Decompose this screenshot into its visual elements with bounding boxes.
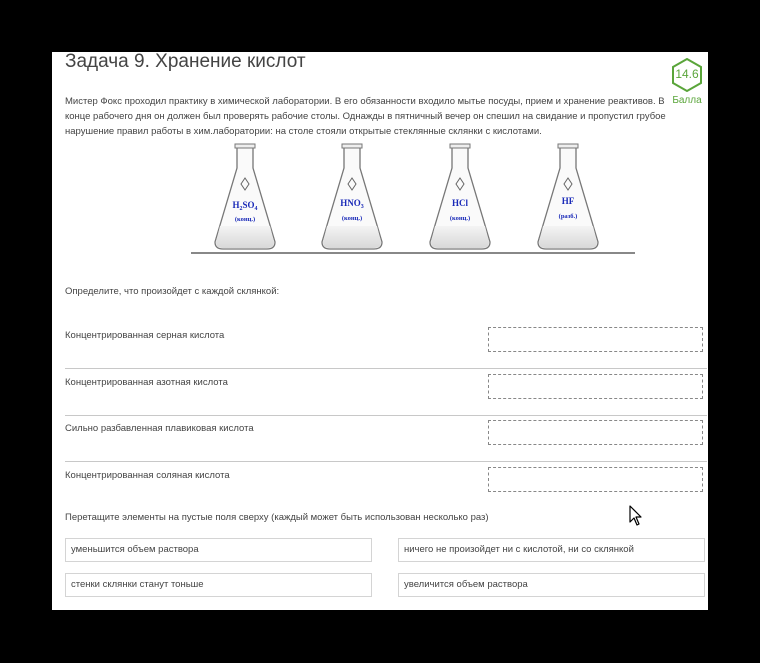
- draggable-option[interactable]: уменьшится объем раствора: [65, 538, 372, 562]
- drop-zone[interactable]: [488, 420, 703, 445]
- page-title: Задача 9. Хранение кислот: [65, 52, 306, 72]
- row-label: Концентрированная азотная кислота: [65, 377, 228, 388]
- flask-2-formula: $HNO_3$: [340, 198, 364, 210]
- row-label: Сильно разбавленная плавиковая кислота: [65, 423, 254, 434]
- draggable-option[interactable]: увеличится объем раствора: [398, 573, 705, 597]
- flask-4-formula: HF: [561, 196, 575, 206]
- row-label: Концентрированная соляная кислота: [65, 470, 230, 481]
- answer-row: [65, 322, 707, 369]
- mouse-cursor-icon: [629, 505, 643, 532]
- drop-zone[interactable]: [488, 327, 703, 352]
- question-text: Определите, что произойдет с каждой склянкой:: [65, 286, 280, 297]
- flask-2-note: (конц.): [341, 215, 363, 222]
- hexagon-icon: [670, 58, 704, 92]
- answer-row: [65, 369, 707, 416]
- flask-1: [215, 144, 275, 249]
- score-value: 14.6: [675, 67, 699, 81]
- score-label: Балла: [672, 95, 702, 106]
- drop-zone[interactable]: [488, 374, 703, 399]
- answer-row: [65, 462, 707, 508]
- draggable-option[interactable]: ничего не произойдет ни с кислотой, ни со склянкой: [398, 538, 705, 562]
- flask-1-formula: $H_2SO_4$: [232, 200, 258, 212]
- answer-row: [65, 415, 707, 462]
- flask-3: [430, 144, 490, 249]
- drag-instruction: Перетащите элементы на пустые поля сверху (каждый может быть использован несколько раз): [65, 512, 489, 523]
- flask-3-formula: HCl: [451, 198, 469, 208]
- flask-3-note: (конц.): [449, 215, 471, 222]
- flask-4-note: (разб.): [558, 213, 578, 220]
- task-description: Мистер Фокс проходил практику в химической лаборатории. В его обязанности входило мытье посуды, прием и хранение реактивов. В конце рабочего дня он должен был проверять рабочие столы. Однажды в пятничный вечер он спешил на свидание и пропустил грубое нарушение правил работы в хим.лаборатории: на столе стояли открытые стеклянные склянки с кислотами.: [65, 96, 666, 137]
- row-label: Концентрированная серная кислота: [65, 330, 225, 341]
- draggable-option[interactable]: стенки склянки станут тоньше: [65, 573, 372, 597]
- flask-1-note: (конц.): [234, 216, 256, 223]
- task-panel: [52, 52, 708, 610]
- drop-zone[interactable]: [488, 467, 703, 492]
- flasks-illustration: [187, 142, 647, 267]
- flask-2: [322, 144, 382, 249]
- flask-4: [538, 144, 598, 249]
